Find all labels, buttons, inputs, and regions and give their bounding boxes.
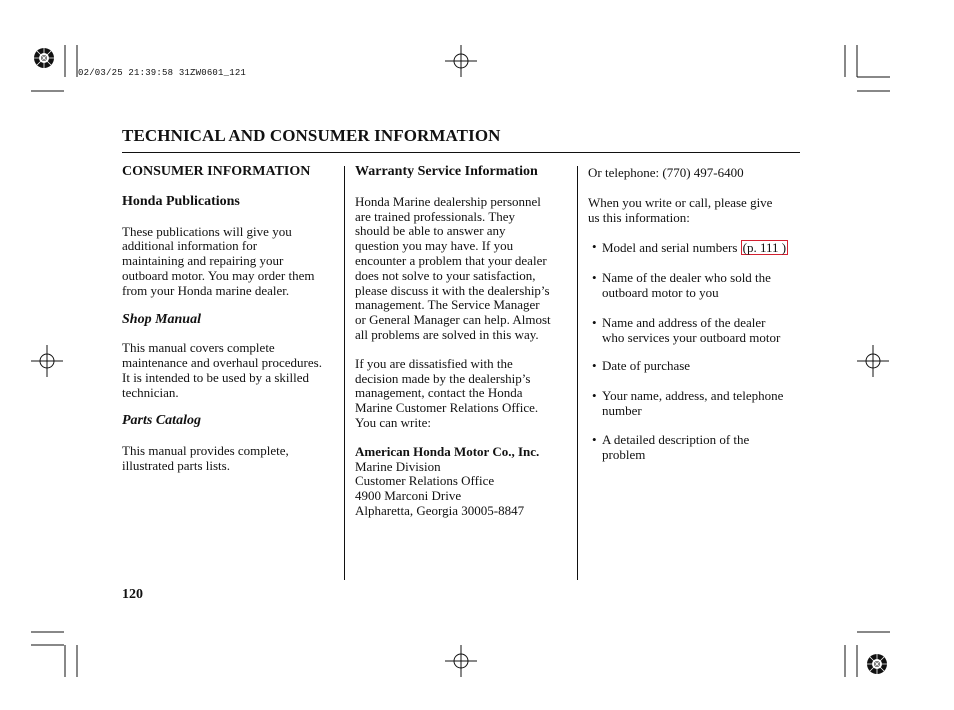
shop-manual-text: This manual covers complete maintenance and overhaul procedures. It is intended to be used by a skilled technician. — [122, 340, 322, 400]
honda-publications-heading: Honda Publications — [122, 193, 240, 209]
telephone-line: Or telephone: (770) 497-6400 — [588, 165, 744, 180]
parts-catalog-text: This manual provides complete, illustrated parts lists. — [122, 443, 289, 474]
parts-catalog-heading: Parts Catalog — [122, 412, 201, 428]
warranty-service-heading: Warranty Service Information — [355, 164, 538, 179]
address-company: American Honda Motor Co., Inc. — [355, 443, 540, 459]
column-consumer-information — [122, 164, 340, 474]
address-lines: Marine Division Customer Relations Office 4900 Marconi Drive Alpharetta, Georgia 30005-8847 — [355, 458, 525, 518]
page-reference-link[interactable]: (p. 111 ) — [742, 240, 787, 256]
information-list — [588, 240, 802, 462]
list-item-text: Model and serial numbers — [602, 240, 741, 256]
list-item — [588, 240, 802, 256]
title-divider — [122, 152, 800, 153]
column-divider-2 — [577, 166, 578, 580]
column-divider-1 — [344, 166, 345, 580]
list-item: • Your name, address, and telephone number — [588, 389, 802, 419]
registration-starburst-top-left — [34, 48, 54, 68]
list-item: • A detailed description of the problem — [588, 433, 802, 463]
list-item: • Name of the dealer who sold the outboard motor to you — [588, 271, 802, 301]
contact-intro: When you write or call, please give us this information: — [588, 194, 773, 225]
registration-starburst-bottom-right — [867, 654, 887, 674]
consumer-information-heading: CONSUMER INFORMATION — [122, 164, 311, 179]
warranty-para-2: If you are dissatisfied with the decision made by the dealership’s management, contact the Honda Marine Customer Relations Office. You can write: — [355, 355, 539, 430]
warranty-para-1: Honda Marine dealership personnel are trained professionals. They should be able to answer any question you may have. If you encounter a problem that your dealer does not solve to your satisfaction, please discuss it with the dealership’s management. The Service Manager or General Manager can help. Almost all problems are solved in this way. — [355, 193, 551, 342]
list-item: • Date of purchase — [588, 359, 802, 374]
print-timestamp: 02/03/25 21:39:58 31ZW0601_121 — [78, 68, 247, 78]
list-item: • Name and address of the dealer who services your outboard motor — [588, 316, 802, 346]
column-contact-info — [588, 164, 802, 462]
column-warranty-service — [355, 164, 575, 519]
section-title: TECHNICAL AND CONSUMER INFORMATION — [122, 126, 501, 145]
page-number: 120 — [122, 587, 143, 602]
publications-intro: These publications will give you additional information for maintaining and repairing your outboard motor. You may order them from your Honda marine dealer. — [122, 223, 315, 298]
shop-manual-heading: Shop Manual — [122, 311, 201, 327]
